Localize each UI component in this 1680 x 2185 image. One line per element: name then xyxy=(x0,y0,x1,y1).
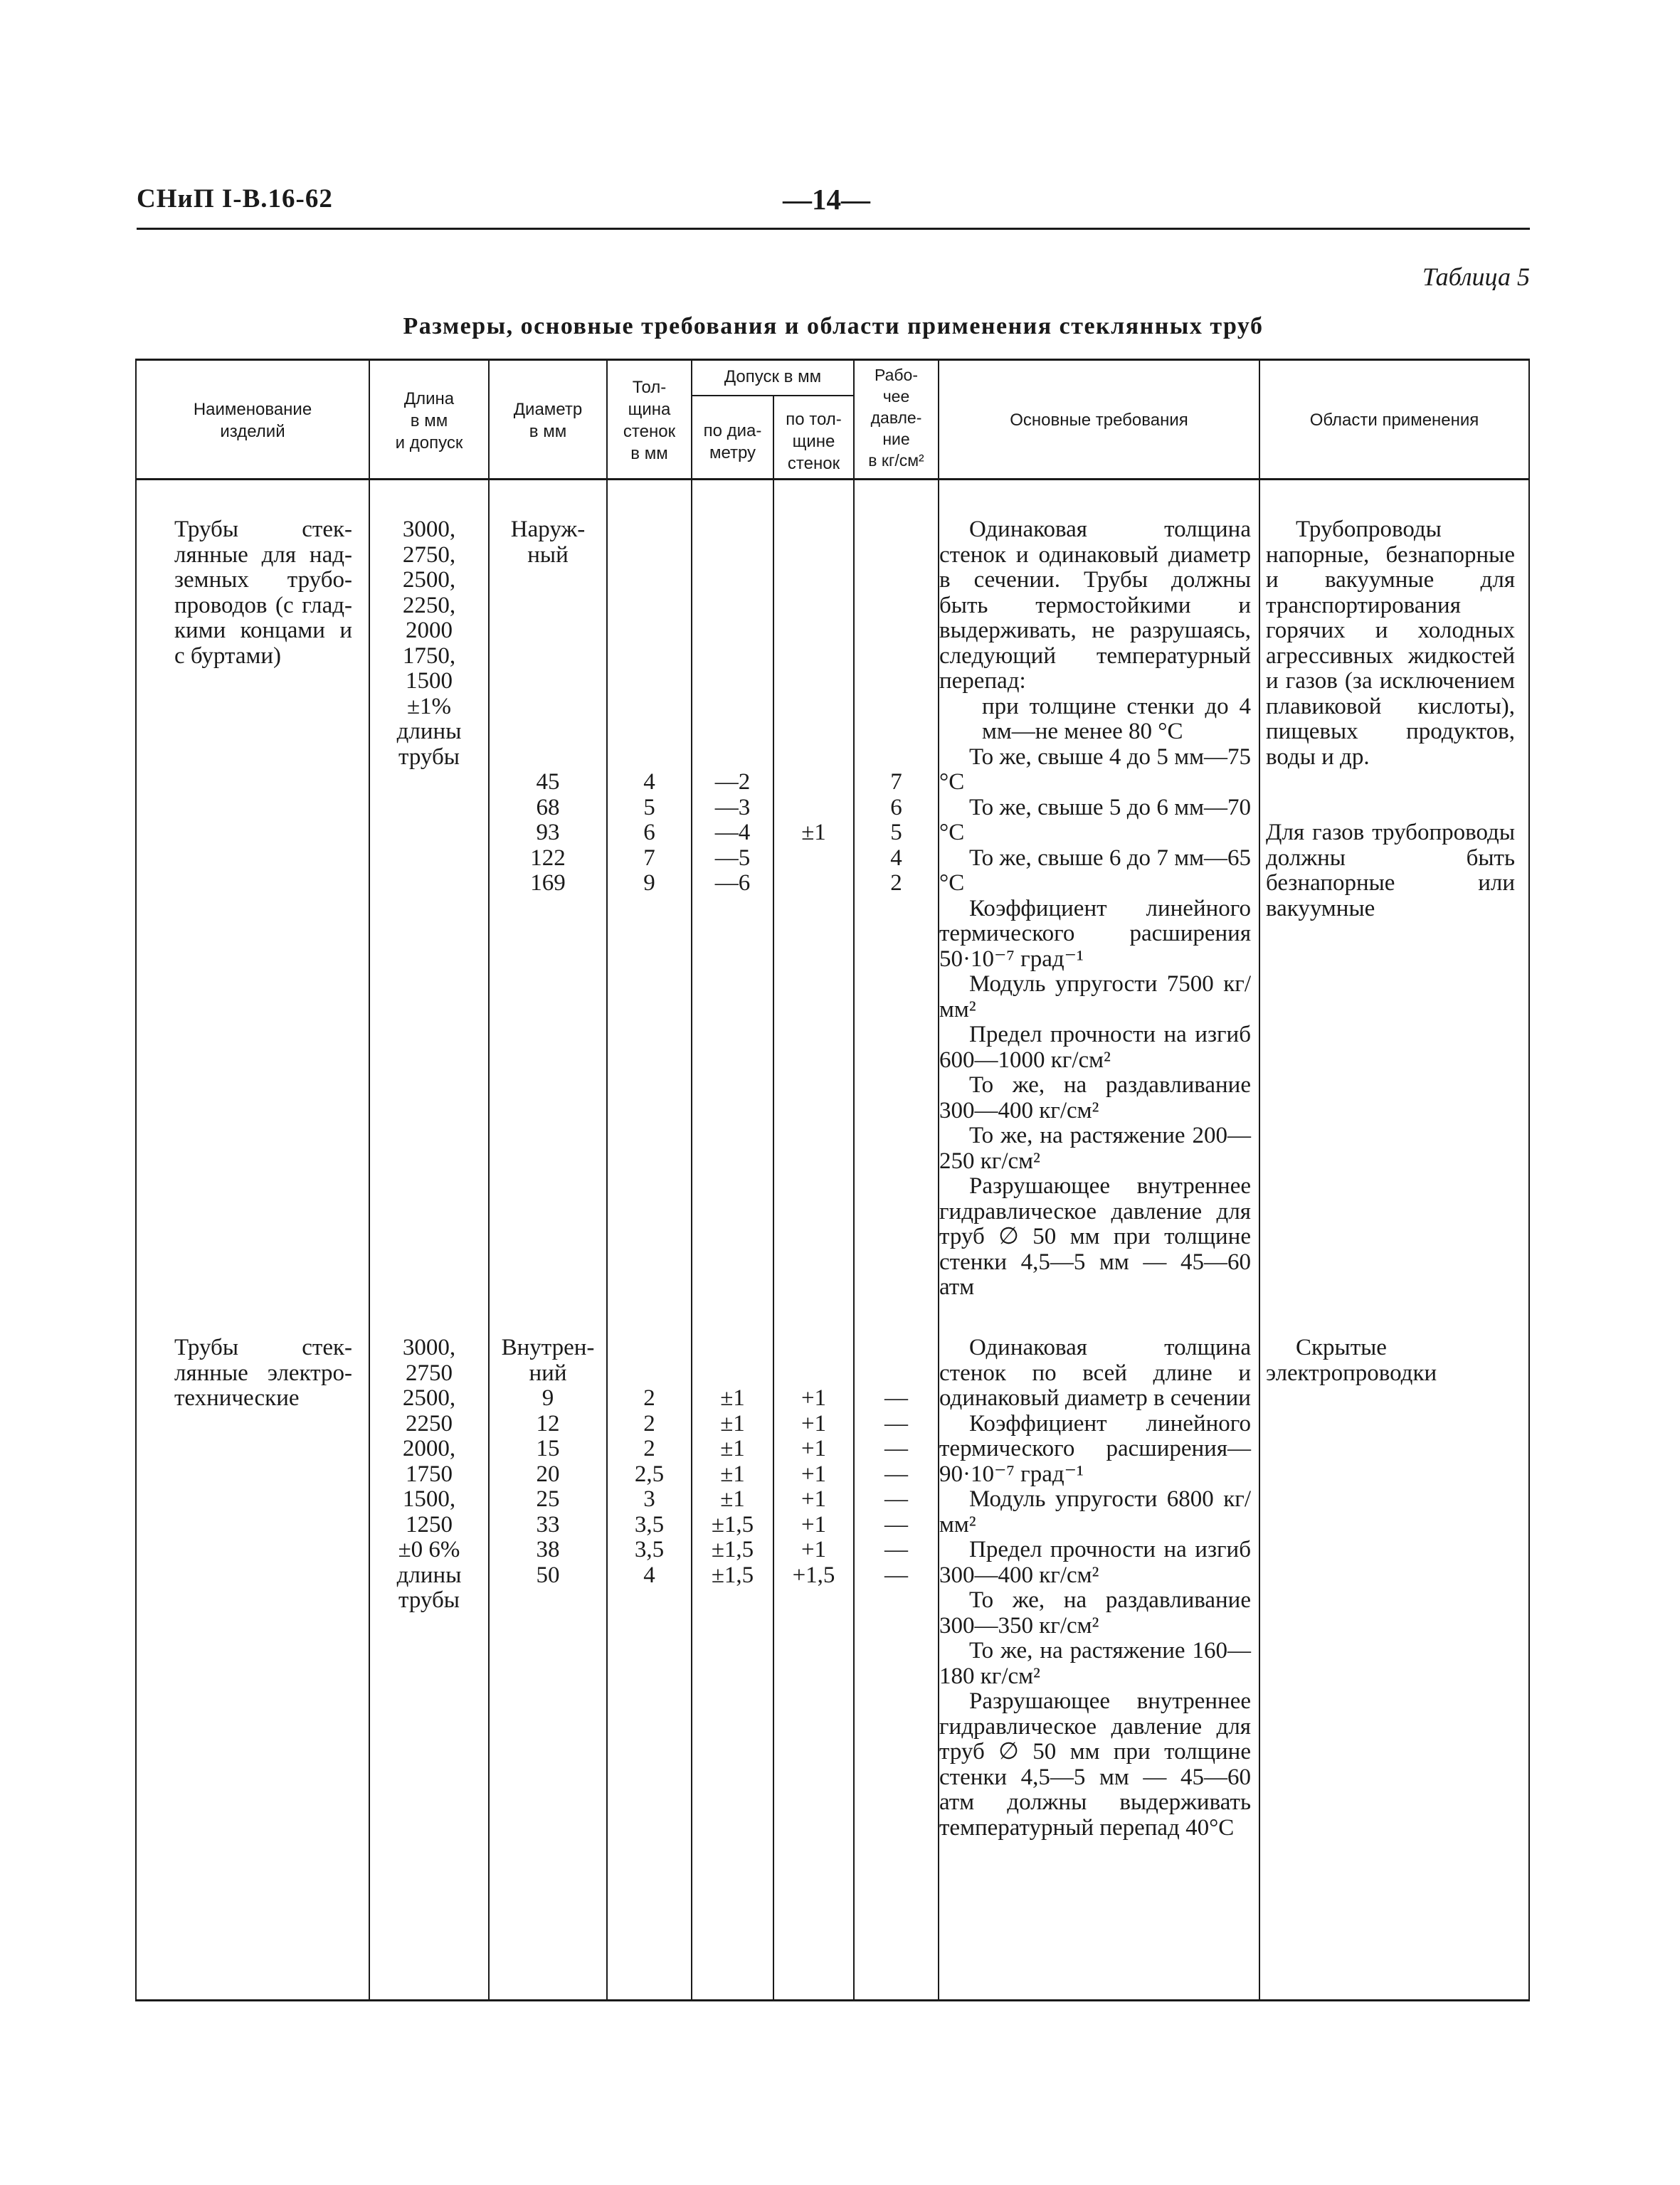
length-value: 2250, xyxy=(402,592,456,618)
requirement-paragraph: То же, свыше 6 до 7 мм—65 °С xyxy=(939,845,1251,896)
diameter-label-line: ний xyxy=(529,1360,567,1386)
tol-diameter-value: —5 xyxy=(714,845,751,871)
requirement-paragraph: при толщине стенки до 4 мм—не менее 80 °С xyxy=(982,693,1251,744)
row1-diameter-label xyxy=(490,517,606,568)
application-paragraph: Трубопроводы напорные, безнапорные и вакуумные для транспортирования горячих и холодных агрессивных жидкостей и газов (за исключением плавиковой кислоты), пищевых продуктов, воды и др. xyxy=(1266,517,1515,770)
requirement-paragraph: Одинаковая толщина стенок по всей длине и одинаковый диаметр в сечении xyxy=(939,1335,1251,1411)
document-code: СНиП I-В.16-62 xyxy=(137,184,333,213)
pressure-value: — xyxy=(884,1511,908,1538)
col-divider-5 xyxy=(773,395,774,1999)
row2-tol-diameter xyxy=(692,1386,773,1588)
row2-requirements xyxy=(939,1335,1251,1841)
row1-length xyxy=(370,517,488,770)
tol-wall-value: +1 xyxy=(801,1537,827,1562)
length-value: длины xyxy=(396,1562,462,1588)
name-line: лянные для над- xyxy=(174,541,352,568)
requirement-paragraph: Предел прочности на изгиб 600—1000 кг/см² xyxy=(939,1022,1251,1073)
diameter-value: 169 xyxy=(530,870,566,896)
requirement-paragraph: То же, на растяжение 200—250 кг/см² xyxy=(939,1123,1251,1174)
tol-diameter-value: ±1,5 xyxy=(711,1562,754,1588)
length-value: ±0 6% xyxy=(398,1537,460,1562)
row2-tol-wall xyxy=(774,1386,853,1588)
requirement-paragraph: То же, на растяжение 160—180 кг/см² xyxy=(939,1638,1251,1689)
wall-value: 3,5 xyxy=(634,1537,665,1562)
length-value: 1750, xyxy=(402,642,456,669)
row1-requirements xyxy=(939,517,1251,1301)
tol-diameter-value: —6 xyxy=(714,870,751,896)
page-number: —14— xyxy=(783,183,870,216)
diameter-value: 45 xyxy=(536,769,560,795)
header-pressure: Рабо- чее давле- ние в кг/см² xyxy=(868,366,924,470)
header-application: Области применения xyxy=(1309,411,1479,430)
diameter-value: 122 xyxy=(530,845,566,871)
col-divider-3 xyxy=(606,359,608,1999)
requirement-paragraph: То же, на раздавливание 300—350 кг/см² xyxy=(939,1587,1251,1639)
length-value: 2750 xyxy=(406,1360,453,1386)
row1-pressure xyxy=(855,770,938,896)
row2-pressure xyxy=(855,1386,938,1588)
length-value: трубы xyxy=(398,744,460,770)
header-tol-wall: по тол- щине стенок xyxy=(786,410,842,473)
tol-diameter-value: ±1 xyxy=(720,1410,745,1437)
name-line: проводов (с глад- xyxy=(174,592,352,618)
row1-application xyxy=(1266,517,1515,921)
requirement-paragraph: Разрушающее внутреннее гидравлическое давление для труб ∅ 50 мм при толщине стенки 4,5—5 мм — 45—60 атм должны выдерживать температурный перепад 40°С xyxy=(939,1688,1251,1841)
diameter-value: 68 xyxy=(536,794,560,820)
table-right-border xyxy=(1528,359,1530,1999)
requirement-paragraph: То же, свыше 4 до 5 мм—75 °С xyxy=(939,744,1251,795)
wall-value: 9 xyxy=(643,870,655,896)
tol-diameter-value: —3 xyxy=(714,794,751,820)
diameter-value: 20 xyxy=(536,1461,560,1487)
requirement-paragraph: Разрушающее внутреннее гидравлическое давление для труб ∅ 50 мм при толщине стенки 4,5—5 мм — 45—60 атм xyxy=(939,1173,1251,1300)
tol-wall-value: +1,5 xyxy=(792,1562,835,1588)
length-value: 2750, xyxy=(402,541,456,568)
wall-value: 5 xyxy=(643,794,655,820)
tol-diameter-value: ±1 xyxy=(720,1385,745,1411)
diameter-value: 12 xyxy=(536,1410,560,1437)
wall-value: 7 xyxy=(643,845,655,871)
name-line: лянные электро- xyxy=(174,1360,352,1386)
pressure-value: 6 xyxy=(890,794,902,820)
row2-length xyxy=(370,1335,488,1614)
row2-diameter xyxy=(490,1335,606,1588)
col-divider-4 xyxy=(691,359,692,1999)
length-value: 2500, xyxy=(402,567,456,593)
tol-wall-value: +1 xyxy=(801,1436,827,1461)
diameter-value: 33 xyxy=(536,1511,560,1538)
pressure-value: 2 xyxy=(890,870,902,896)
row1-diameter xyxy=(490,770,606,896)
tolerance-group-rule xyxy=(691,395,853,396)
pressure-value: 5 xyxy=(890,820,902,845)
table-bottom-rule xyxy=(135,1999,1530,2001)
diameter-value: 9 xyxy=(541,1385,554,1411)
wall-value: 3 xyxy=(643,1486,655,1512)
pressure-value: — xyxy=(884,1461,908,1487)
diameter-label-line: Внутрен- xyxy=(501,1335,595,1360)
application-paragraph: Скрытые электропроводки xyxy=(1266,1335,1437,1386)
requirement-paragraph: То же, свыше 5 до 6 мм—70 °С xyxy=(939,794,1251,845)
col-divider-8 xyxy=(1259,359,1260,1999)
table-label: Таблица 5 xyxy=(1422,263,1530,291)
row1-tol-diameter xyxy=(692,770,773,896)
wall-value: 6 xyxy=(643,820,655,845)
pressure-value: — xyxy=(884,1537,908,1562)
table-left-border xyxy=(135,359,137,1999)
length-value: 1500, xyxy=(402,1486,456,1512)
wall-value: 2 xyxy=(643,1436,655,1461)
name-line: Трубы стек- xyxy=(174,517,352,542)
length-value: 3000, xyxy=(402,517,456,542)
tol-wall-value: ±1 xyxy=(801,820,826,845)
length-value: 1250 xyxy=(406,1511,453,1538)
wall-value: 2,5 xyxy=(634,1461,665,1487)
row2-application xyxy=(1266,1335,1515,1386)
wall-value: 2 xyxy=(643,1385,655,1411)
length-value: 1500 xyxy=(406,668,453,694)
requirement-paragraph: Модуль упругости 7500 кг/мм² xyxy=(939,971,1251,1022)
row2-name xyxy=(174,1335,352,1412)
length-value: ±1% xyxy=(406,693,452,719)
pressure-value: — xyxy=(884,1436,908,1461)
tol-diameter-value: ±1 xyxy=(720,1486,745,1512)
requirement-paragraph: Одинаковая толщина стенок и одинаковый диаметр в сечении. Трубы должны быть термостойкими и выдерживать, не разрушаясь, следующий температурный перепад: xyxy=(939,517,1251,694)
tol-diameter-value: —4 xyxy=(714,820,751,845)
col-divider-2 xyxy=(488,359,490,1999)
length-value: 2500, xyxy=(402,1385,456,1411)
length-value: 1750 xyxy=(406,1461,453,1487)
tol-diameter-value: ±1,5 xyxy=(711,1537,754,1562)
requirement-paragraph: Предел прочности на изгиб 300—400 кг/см² xyxy=(939,1537,1251,1588)
row1-tol-wall xyxy=(774,820,853,846)
diameter-value: 38 xyxy=(536,1537,560,1562)
tol-wall-value: +1 xyxy=(801,1461,827,1487)
length-value: 3000, xyxy=(402,1335,456,1360)
diameter-value: 50 xyxy=(536,1562,560,1588)
length-value: 2250 xyxy=(406,1410,453,1437)
diameter-value: 93 xyxy=(536,820,560,845)
pressure-value: — xyxy=(884,1562,908,1588)
header-rule xyxy=(137,228,1530,230)
diameter-value: 15 xyxy=(536,1436,560,1461)
header-diameter: Диаметр в мм xyxy=(513,400,583,441)
header-wall-thickness: Тол- щина стенок в мм xyxy=(623,378,676,463)
wall-value: 3,5 xyxy=(634,1511,665,1538)
row2-wall xyxy=(608,1386,691,1588)
col-divider-6 xyxy=(853,359,855,1999)
wall-value: 2 xyxy=(643,1410,655,1437)
name-line: земных трубо- xyxy=(174,567,352,593)
requirement-paragraph: То же, на раздавливание 300—400 кг/см² xyxy=(939,1072,1251,1123)
tol-wall-value: +1 xyxy=(801,1410,827,1437)
pressure-value: — xyxy=(884,1486,908,1512)
tol-diameter-value: ±1 xyxy=(720,1461,745,1487)
length-value: 2000 xyxy=(406,618,453,643)
name-line: кими концами и xyxy=(174,618,352,643)
pressure-value: — xyxy=(884,1385,908,1411)
pressure-value: — xyxy=(884,1410,908,1437)
pressure-value: 7 xyxy=(890,769,902,795)
tol-wall-value: +1 xyxy=(801,1486,827,1512)
requirement-paragraph: Модуль упругости 6800 кг/мм² xyxy=(939,1486,1251,1538)
pressure-value: 4 xyxy=(890,845,902,871)
table-top-rule xyxy=(135,359,1530,361)
requirement-paragraph: Коэффициент линейного термического расширения—90·10⁻⁷ град⁻¹ xyxy=(939,1410,1251,1487)
tol-diameter-value: —2 xyxy=(714,769,751,795)
application-paragraph: Для газов трубопроводы должны быть безнапорные или вакуумные xyxy=(1266,820,1515,921)
name-line: технические xyxy=(174,1385,300,1411)
name-line: Трубы стек- xyxy=(174,1335,352,1360)
header-bottom-rule xyxy=(135,478,1530,480)
diameter-value: 25 xyxy=(536,1486,560,1512)
tol-diameter-value: ±1,5 xyxy=(711,1511,754,1538)
wall-value: 4 xyxy=(643,1562,655,1588)
table-title: Размеры, основные требования и области применения стеклянных труб xyxy=(403,313,1264,339)
row1-name xyxy=(174,517,352,669)
length-value: 2000, xyxy=(402,1436,456,1461)
header-name: Наименование изделий xyxy=(193,400,312,441)
name-line: с буртами) xyxy=(174,642,281,669)
tol-wall-value: +1 xyxy=(801,1385,827,1411)
length-value: длины xyxy=(396,719,462,744)
header-requirements: Основные требования xyxy=(1010,411,1188,430)
requirement-paragraph: Коэффициент линейного термического расширения 50·10⁻⁷ град⁻¹ xyxy=(939,895,1251,972)
header-length: Длина в мм и допуск xyxy=(395,389,463,453)
header-tol-diameter: по диа- метру xyxy=(703,421,762,462)
diameter-label-line: Наруж- xyxy=(510,517,586,542)
wall-value: 4 xyxy=(643,769,655,795)
diameter-label-line: ный xyxy=(527,541,569,568)
row1-wall xyxy=(608,770,691,896)
length-value: трубы xyxy=(398,1587,460,1613)
header-tolerance-group: Допуск в мм xyxy=(724,367,822,386)
tol-diameter-value: ±1 xyxy=(720,1436,745,1461)
tol-wall-value: +1 xyxy=(801,1511,827,1538)
